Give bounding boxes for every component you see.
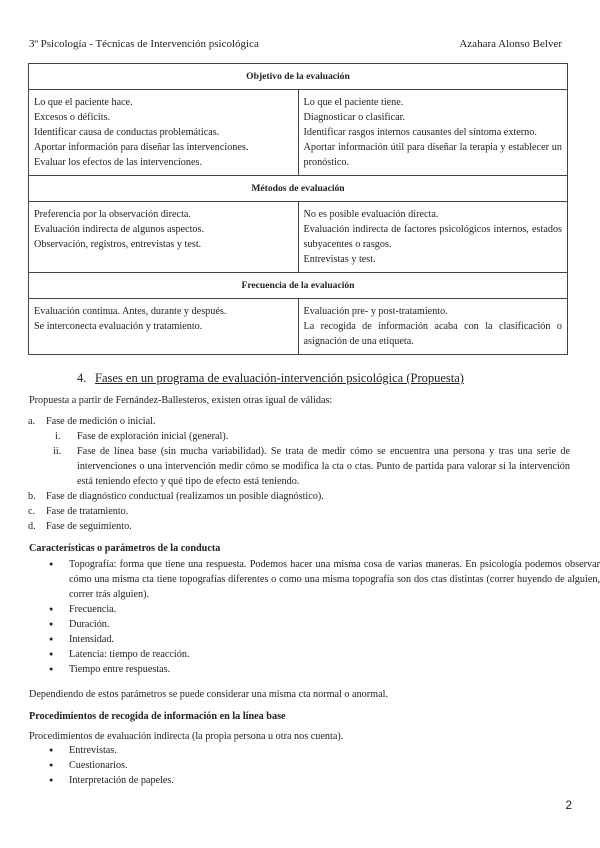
list-marker: d. <box>28 521 36 532</box>
table-line: La recogida de información acaba con la clasificación o asignación de una etiqueta. <box>303 321 562 347</box>
frecuencia-left-cell <box>29 299 299 355</box>
table-line: Identificar causa de conductas problemáticas. <box>34 127 220 138</box>
list-text: Fase de tratamiento. <box>46 506 129 517</box>
list-marker: b. <box>28 491 36 502</box>
list-item <box>0 414 570 429</box>
table-line: Observación, registros, entrevistas y test. <box>34 239 202 250</box>
list-marker: c. <box>28 506 36 517</box>
table-line: Entrevistas y test. <box>303 254 376 265</box>
list-item: ● Entrevistas. <box>29 743 600 758</box>
table-line: Aportar información para diseñar las intervenciones. <box>34 142 249 153</box>
objetivo-left-cell <box>29 90 299 176</box>
page-header <box>29 37 562 52</box>
list-text: Fase de seguimiento. <box>46 521 132 532</box>
table-line: Lo que el paciente hace. <box>34 97 133 108</box>
metodos-header: Métodos de evaluación <box>29 176 568 202</box>
list-marker: i. <box>55 431 61 442</box>
list-item: ● Latencia: tiempo de reacción. <box>29 647 600 662</box>
table-line: Excesos o déficits. <box>34 112 111 123</box>
table-line: Identificar rasgos internos causantes del síntoma externo. <box>303 127 537 138</box>
list-item: ● Topografía: forma que tiene una respuesta. Podemos hacer una misma cosa de varias maneras. En psicología podemos observar cómo una misma cta tiene topografías diferentes o como una misma topografía son dos ctas distintas (correr huyendo de alguien, correr trás alguien). <box>29 557 600 602</box>
table-line: Preferencia por la observación directa. <box>34 209 191 220</box>
section-4-heading <box>77 371 600 386</box>
list-item: ● Interpretación de papeles. <box>29 773 600 788</box>
caracteristicas-closing: Dependiendo de estos parámetros se puede considerar una misma cta normal o anormal. <box>29 689 388 700</box>
section-intro: Propuesta a partir de Fernández-Ballesteros, existen otras igual de válidas: <box>29 395 333 406</box>
objetivo-header: Objetivo de la evaluación <box>29 64 568 90</box>
table-line: Diagnosticar o clasificar. <box>303 112 406 123</box>
table-line: Aportar información útil para diseñar la terapia y establecer un pronóstico. <box>303 142 562 168</box>
list-item: ● Intensidad. <box>29 632 600 647</box>
table-line: Se interconecta evaluación y tratamiento. <box>34 321 203 332</box>
list-text: Fase de línea base (sin mucha variabilidad). Se trata de medir cómo se encuentra una persona y tras una serie de intervenciones o una intervención medir cómo se modifica la cta o ctas. Punto de partida para valorar si la intervención está teniendo efecto y qué tipo de efecto está teniendo. <box>77 446 570 487</box>
list-item <box>0 504 570 519</box>
objetivo-right-cell <box>298 90 568 176</box>
procedimientos-list <box>29 743 600 788</box>
list-marker: a. <box>28 416 36 427</box>
table-line: Evaluación indirecta de factores psicológicos internos, estados subyacentes o rasgos. <box>303 224 562 250</box>
page-number: 2 <box>565 798 572 812</box>
frecuencia-right-cell <box>298 299 568 355</box>
header-course: 3º Psicología - Técnicas de Intervención psicológica <box>29 38 259 50</box>
list-item <box>0 429 570 444</box>
list-item: ● Tiempo entre respuestas. <box>29 662 600 677</box>
table-line: Evaluar los efectos de las intervenciones. <box>34 157 203 168</box>
list-item <box>0 519 570 534</box>
header-author: Azahara Alonso Belver <box>459 38 562 50</box>
metodos-right-cell <box>298 202 568 273</box>
procedimientos-intro: Procedimientos de evaluación indirecta (la propia persona u otra nos cuenta). <box>29 731 344 742</box>
section-title <box>77 371 600 386</box>
frecuencia-header: Frecuencia de la evaluación <box>29 273 568 299</box>
list-item: ● Duración. <box>29 617 600 632</box>
list-text: Fase de diagnóstico conductual (realizamos un posible diagnóstico). <box>46 491 324 502</box>
table-line: Evaluación pre- y post-tratamiento. <box>303 306 448 317</box>
table-line: No es posible evaluación directa. <box>303 209 439 220</box>
list-text: Fase de medición o inicial. <box>46 416 156 427</box>
table-line: Lo que el paciente tiene. <box>303 97 404 108</box>
caracteristicas-title: Características o parámetros de la conducta <box>29 543 221 554</box>
list-item: ● Frecuencia. <box>29 602 600 617</box>
list-item <box>0 489 570 504</box>
section-number: 4. <box>77 371 87 385</box>
metodos-left-cell <box>29 202 299 273</box>
list-item <box>0 444 570 489</box>
caracteristicas-list <box>29 557 600 677</box>
section-title-text: Fases en un programa de evaluación-intervención psicológica (Propuesta) <box>95 371 464 385</box>
phases-list <box>0 414 570 534</box>
list-marker: ii. <box>53 446 62 457</box>
table-line: Evaluación indirecta de algunos aspectos. <box>34 224 205 235</box>
evaluation-comparison-table <box>28 63 568 355</box>
list-text: Fase de exploración inicial (general). <box>77 431 229 442</box>
list-item: ● Cuestionarios. <box>29 758 600 773</box>
procedimientos-title: Procedimientos de recogida de información en la línea base <box>29 711 286 722</box>
table-line: Evaluación continua. Antes, durante y después. <box>34 306 227 317</box>
